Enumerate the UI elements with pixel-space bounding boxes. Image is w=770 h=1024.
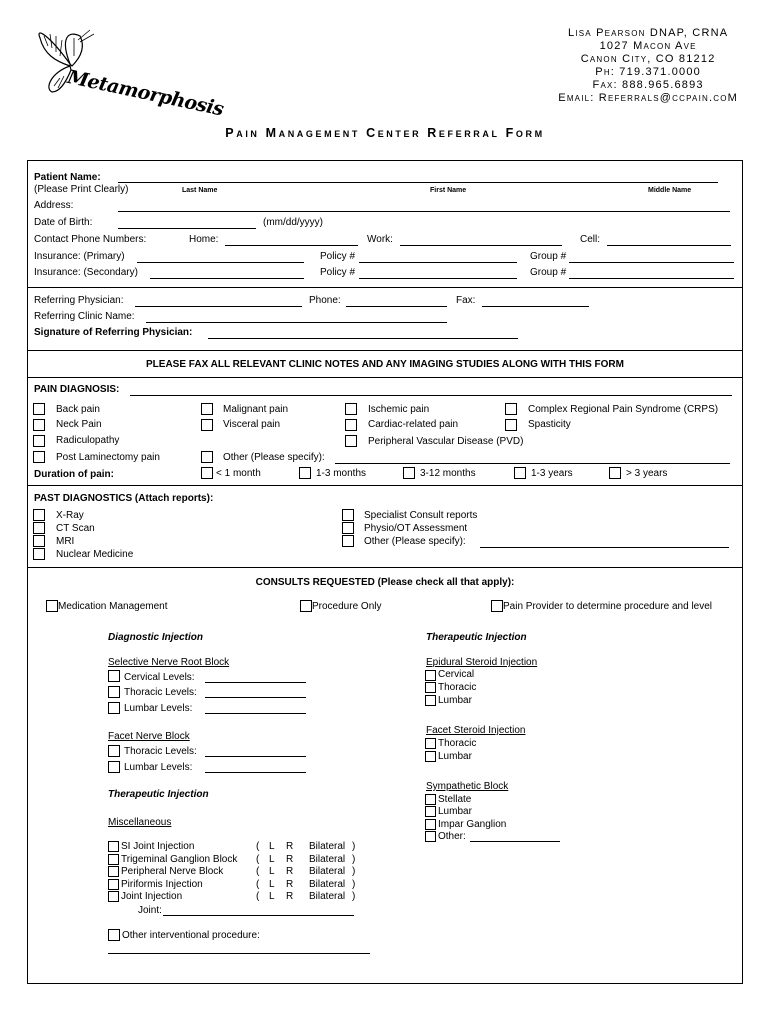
checkbox-radiculopathy[interactable] [33,435,45,447]
other-diagnostic-input[interactable] [480,547,729,548]
impar-ganglion-label: Impar Ganglion [438,819,507,830]
checkbox-mri[interactable] [33,535,45,547]
referring-fax-label: Fax: [456,295,476,306]
epidural-cervical-label: Cervical [438,669,475,680]
epidural-lumbar-label: Lumbar [438,695,472,706]
insurance-secondary-input[interactable] [150,278,304,279]
paren-close: ) [352,891,356,902]
peripheral-nerve-label: Peripheral Nerve Block [121,866,224,877]
thoracic-levels-input[interactable] [205,697,306,698]
duration-lt1m-label: < 1 month [216,468,261,479]
sympathetic-other-label: Other: [438,831,466,842]
checkbox-malignant-pain[interactable] [201,403,213,415]
left-option[interactable]: L [269,879,275,890]
provider-determine-label: Pain Provider to determine procedure and level [503,601,713,612]
home-label: Home: [189,234,219,245]
referring-phone-input[interactable] [346,306,447,307]
radiculopathy-label: Radiculopathy [56,435,120,446]
home-phone-input[interactable] [225,245,358,246]
checkbox-neck-pain[interactable] [33,419,45,431]
cell-label: Cell: [580,234,601,245]
facet-nerve-title: Facet Nerve Block [108,731,190,742]
provider-name: Lisa Pearson DNAP, CRNA [568,27,729,39]
right-option[interactable]: R [286,879,294,890]
piriformis-label: Piriformis Injection [121,879,203,890]
referring-clinic-input[interactable] [146,322,447,323]
checkbox-specialist-consult[interactable] [342,509,354,521]
checkbox-facet-steroid-lumbar[interactable] [425,751,436,762]
patient-name-label: Patient Name: [34,172,101,183]
work-phone-input[interactable] [400,245,562,246]
procedure-only-label: Procedure Only [312,601,382,612]
facet-steroid-title: Facet Steroid Injection [426,725,526,736]
patient-name-input[interactable] [118,182,718,183]
checkbox-other-diagnostic[interactable] [342,535,354,547]
cervical-levels-label: Cervical Levels: [124,672,195,683]
insurance-secondary-label: Insurance: (Secondary) [34,267,138,278]
checkbox-crps[interactable] [505,403,517,415]
policy-secondary-label: Policy # [320,267,356,278]
logo [30,26,226,121]
checkbox-thoracic-levels[interactable] [108,686,120,698]
duration-3-12m-label: 3-12 months [420,468,476,479]
checkbox-sympathetic-other[interactable] [425,831,436,842]
sympathetic-other-input[interactable] [470,841,560,842]
provider-phone: Ph: 719.371.0000 [595,66,701,78]
epidural-title: Epidural Steroid Injection [426,657,538,668]
policy-primary-input[interactable] [359,262,517,263]
duration-1-3y-label: 1-3 years [531,468,573,479]
checkbox-duration-1-3y[interactable] [514,467,526,479]
referring-physician-input[interactable] [135,306,302,307]
checkbox-back-pain[interactable] [33,403,45,415]
cardiac-pain-label: Cardiac-related pain [368,419,459,430]
lumbar-levels-label: Lumbar Levels: [124,703,193,714]
other-interventional-label: Other interventional procedure: [122,930,260,941]
paren-open: ( [256,891,260,902]
provider-street: 1027 Macon Ave [599,40,697,52]
paren-open: ( [256,854,260,865]
checkbox-post-laminectomy[interactable] [33,451,45,463]
post-laminectomy-label: Post Laminectomy pain [56,452,160,463]
right-option[interactable]: R [286,866,294,877]
misc-title: Miscellaneous [108,817,172,828]
bilateral-option[interactable]: Bilateral [309,854,346,865]
stellate-label: Stellate [438,794,472,805]
checkbox-impar-ganglion[interactable] [425,819,436,830]
paren-close: ) [352,866,356,877]
referring-fax-input[interactable] [482,306,589,307]
lumbar-levels-input[interactable] [205,713,306,714]
spasticity-label: Spasticity [528,419,571,430]
sympathetic-lumbar-label: Lumbar [438,806,472,817]
provider-city: Canon City, CO 81212 [580,53,716,65]
insurance-primary-input[interactable] [137,262,304,263]
checkbox-peripheral-nerve[interactable] [108,866,119,877]
dob-input[interactable] [118,228,256,229]
group-secondary-input[interactable] [569,278,734,279]
checkbox-trigeminal[interactable] [108,854,119,865]
pvd-label: Peripheral Vascular Disease (PVD) [368,436,524,447]
facet-lumbar-input[interactable] [205,772,306,773]
other-diagnosis-input[interactable] [335,463,730,464]
first-name-label: First Name [430,187,467,194]
address-input[interactable] [118,211,730,212]
checkbox-duration-1-3m[interactable] [299,467,311,479]
referring-clinic-label: Referring Clinic Name: [34,311,135,322]
consults-label: CONSULTS REQUESTED (Please check all that apply): [255,577,515,588]
paren-open: ( [256,879,260,890]
therapeutic-injection-left-heading: Therapeutic Injection [108,789,209,800]
facet-thoracic-input[interactable] [205,756,306,757]
checkbox-xray[interactable] [33,509,45,521]
bilateral-option[interactable]: Bilateral [309,891,346,902]
checkbox-piriformis[interactable] [108,879,119,890]
provider-block [558,27,738,105]
diagnostic-injection-heading: Diagnostic Injection [108,632,204,643]
divider [27,287,742,288]
divider [27,377,742,378]
other-diagnostic-label: Other (Please specify): [364,536,466,547]
malignant-pain-label: Malignant pain [223,404,289,415]
checkbox-provider-determine[interactable] [491,600,503,612]
checkbox-cardiac-pain[interactable] [345,419,357,431]
joint-injection-label: Joint Injection [121,891,183,902]
duration-gt3y-label: > 3 years [626,468,668,479]
checkbox-duration-gt3y[interactable] [609,467,621,479]
provider-fax: Fax: 888.965.6893 [592,79,704,91]
checkbox-stellate[interactable] [425,794,436,805]
checkbox-facet-thoracic[interactable] [108,745,120,757]
signature-input[interactable] [208,338,518,339]
checkbox-other-interventional[interactable] [108,929,120,941]
trigeminal-label: Trigeminal Ganglion Block [121,854,238,865]
right-option[interactable]: R [286,854,294,865]
joint-label: Joint: [138,905,162,916]
checkbox-facet-steroid-thoracic[interactable] [425,738,436,749]
address-label: Address: [34,200,74,211]
divider [27,567,742,568]
checkbox-joint-injection[interactable] [108,891,119,902]
policy-primary-label: Policy # [320,251,356,262]
bilateral-option[interactable]: Bilateral [309,841,346,852]
pain-diagnosis-input[interactable] [130,395,732,396]
form-title: Pain Management Center Referral Form [225,126,545,140]
duration-label: Duration of pain: [34,469,114,480]
contact-label: Contact Phone Numbers: [34,234,147,245]
checkbox-lumbar-levels[interactable] [108,702,120,714]
facet-lumbar-label: Lumbar Levels: [124,762,193,773]
nuclear-medicine-label: Nuclear Medicine [56,549,134,560]
paren-close: ) [352,841,356,852]
physio-ot-label: Physio/OT Assessment [364,523,468,534]
group-primary-input[interactable] [569,262,734,263]
checkbox-ct-scan[interactable] [33,522,45,534]
pain-diagnosis-label: PAIN DIAGNOSIS: [34,384,120,395]
last-name-label: Last Name [182,187,218,194]
epidural-thoracic-label: Thoracic [438,682,477,693]
checkbox-procedure-only[interactable] [300,600,312,612]
cervical-levels-input[interactable] [205,682,306,683]
other-diagnosis-label: Other (Please specify): [223,452,325,463]
medication-management-label: Medication Management [58,601,168,612]
right-option[interactable]: R [286,891,294,902]
other-interventional-input[interactable] [108,953,370,954]
provider-email: Email: Referrals@ccpain.coM [558,92,738,104]
dob-label: Date of Birth: [34,217,93,228]
group-secondary-label: Group # [530,267,567,278]
print-clearly-label: (Please Print Clearly) [34,184,129,195]
mri-label: MRI [56,536,75,547]
paren-open: ( [256,841,260,852]
checkbox-cervical-levels[interactable] [108,670,120,682]
facet-steroid-thoracic-label: Thoracic [438,738,477,749]
neck-pain-label: Neck Pain [56,419,102,430]
middle-name-label: Middle Name [648,187,692,194]
checkbox-facet-lumbar[interactable] [108,761,120,773]
paren-close: ) [352,854,356,865]
checkbox-sympathetic-lumbar[interactable] [425,806,436,817]
checkbox-epidural-lumbar[interactable] [425,695,436,706]
left-option[interactable]: L [269,854,275,865]
divider [27,350,742,351]
therapeutic-injection-heading: Therapeutic Injection [426,632,527,643]
left-option[interactable]: L [269,866,275,877]
thoracic-levels-label: Thoracic Levels: [124,687,197,698]
group-primary-label: Group # [530,251,567,262]
signature-label: Signature of Referring Physician: [34,327,193,338]
checkbox-nuclear-medicine[interactable] [33,548,45,560]
paren-close: ) [352,879,356,890]
right-option[interactable]: R [286,841,294,852]
referring-physician-label: Referring Physician: [34,295,124,306]
checkbox-duration-3-12m[interactable] [403,467,415,479]
joint-input[interactable] [163,915,354,916]
ct-scan-label: CT Scan [56,523,95,534]
past-diagnostics-label: PAST DIAGNOSTICS (Attach reports): [34,493,214,504]
specialist-consult-label: Specialist Consult reports [364,510,478,521]
checkbox-spasticity[interactable] [505,419,517,431]
paren-open: ( [256,866,260,877]
checkbox-si-joint[interactable] [108,841,119,852]
fax-notice: PLEASE FAX ALL RELEVANT CLINIC NOTES AND ANY IMAGING STUDIES ALONG WITH THIS FORM [146,359,624,370]
work-label: Work: [367,234,393,245]
checkbox-pvd[interactable] [345,435,357,447]
facet-thoracic-label: Thoracic Levels: [124,746,197,757]
back-pain-label: Back pain [56,404,100,415]
dob-format: (mm/dd/yyyy) [263,217,323,228]
left-option[interactable]: L [269,841,275,852]
checkbox-duration-lt1m[interactable] [201,467,213,479]
crps-label: Complex Regional Pain Syndrome (CRPS) [528,404,719,415]
checkbox-other-diagnosis[interactable] [201,451,213,463]
cell-phone-input[interactable] [607,245,731,246]
checkbox-medication-management[interactable] [46,600,58,612]
xray-label: X-Ray [56,510,84,521]
left-option[interactable]: L [269,891,275,902]
ischemic-pain-label: Ischemic pain [368,404,430,415]
bilateral-option[interactable]: Bilateral [309,866,346,877]
referring-phone-label: Phone: [309,295,341,306]
visceral-pain-label: Visceral pain [223,419,281,430]
sympathetic-title: Sympathetic Block [426,781,509,792]
divider [27,485,742,486]
checkbox-ischemic-pain[interactable] [345,403,357,415]
bilateral-option[interactable]: Bilateral [309,879,346,890]
checkbox-physio-ot[interactable] [342,522,354,534]
si-joint-label: SI Joint Injection [121,841,195,852]
logo-text: Metamorphosis [65,66,226,121]
insurance-primary-label: Insurance: (Primary) [34,251,125,262]
policy-secondary-input[interactable] [359,278,517,279]
snrb-title: Selective Nerve Root Block [108,657,230,668]
checkbox-epidural-thoracic[interactable] [425,682,436,693]
facet-steroid-lumbar-label: Lumbar [438,751,472,762]
duration-1-3m-label: 1-3 months [316,468,367,479]
checkbox-epidural-cervical[interactable] [425,670,436,681]
checkbox-visceral-pain[interactable] [201,419,213,431]
